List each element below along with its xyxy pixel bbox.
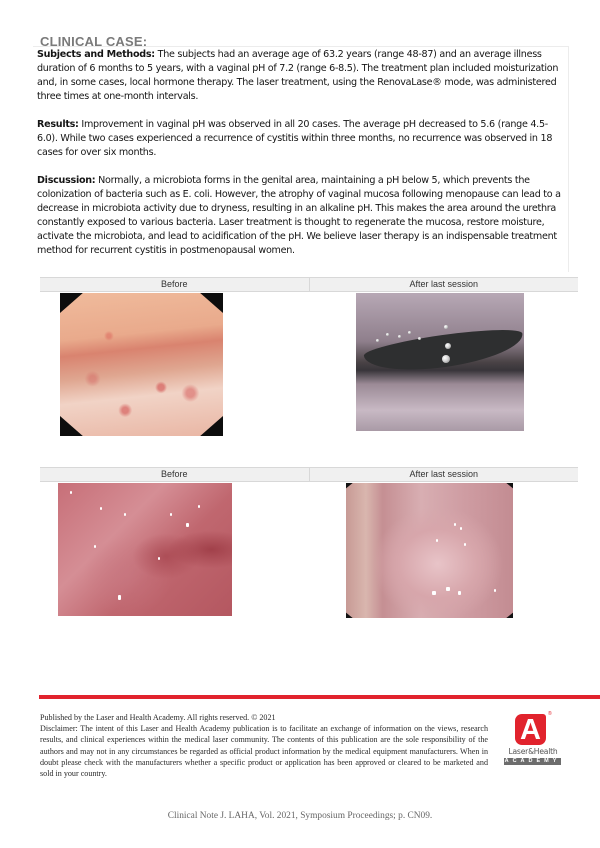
image-table-header xyxy=(40,467,578,482)
image-table-header xyxy=(40,277,578,292)
section-heading: Results: xyxy=(37,119,79,130)
subjects-methods-paragraph xyxy=(37,48,564,104)
disclaimer-text: Disclaimer: The intent of this Laser and Health Academy publication is to facilitate an exchange of information on the views, research results, and clinical experiences within the medical laser community. The contents of this publication are the sole responsibility of the authors and may not in any circumstances be regarded as official product information by the medical equipment manufacturers. When in doubt please check with the manufacturers whether a specific product or application has been approved or cleared to be marketed and sold in your country. xyxy=(40,724,488,779)
citation: Clinical Note J. LAHA, Vol. 2021, Symposium Proceedings; p. CN09. xyxy=(167,811,433,821)
section-heading: Discussion: xyxy=(37,175,96,186)
section-heading: Subjects and Methods: xyxy=(37,49,155,60)
results-paragraph xyxy=(37,118,564,160)
after-photo-2 xyxy=(346,483,513,618)
column-header-before: Before xyxy=(160,279,188,289)
laser-health-academy-logo xyxy=(503,711,563,769)
before-photo-2 xyxy=(58,483,232,616)
image-table-1 xyxy=(40,277,578,292)
logo-mark-icon: A xyxy=(515,714,546,745)
section-body: Improvement in vaginal pH was observed in all 20 cases. The average pH decreased to 5.6 (range 4.5-6.0). While two cases experienced a recurrence of cystitis within three months, no recurrence was observed in 18 cases for over six months. xyxy=(37,119,553,158)
after-photo-1 xyxy=(356,293,524,431)
footer-divider xyxy=(39,695,600,699)
column-header-after: After last session xyxy=(309,278,579,291)
logo-name: Laser&Health xyxy=(508,747,558,756)
column-header-after: After last session xyxy=(309,468,579,481)
logo-academy: ACADEMY xyxy=(504,758,561,764)
section-body: Normally, a microbiota forms in the genital area, maintaining a pH below 5, which prevents the colonization of bacteria such as E. coli. However, the atrophy of vaginal mucosa following menopause can lead to a decrease in microbiota activity due to dryness, resulting in an alkaline pH. This makes the area around the urethra constantly exposed to various bacteria. Laser treatment is thought to regenerate the mucosa, restore moisture, activate the microbiota, and lead to acidification of the pH. We believe laser therapy is an indispensable treatment method for recurrent cystitis in postmenopausal women. xyxy=(37,175,561,256)
clinical-case-text-box xyxy=(33,46,569,272)
image-table-2 xyxy=(40,467,578,482)
discussion-paragraph xyxy=(37,174,564,258)
publisher-notice: Published by the Laser and Health Academy. All rights reserved. © 2021 xyxy=(40,713,276,722)
clinical-case-title: CLINICAL CASE: xyxy=(40,34,148,49)
column-header-before: Before xyxy=(160,469,188,479)
registered-mark: ® xyxy=(548,711,552,717)
section-body: The subjects had an average age of 63.2 years (range 48-87) and an average illness duration of 6 months to 5 years, with a vaginal pH of 7.2 (range 6-8.5). The treatment plan included moisturization and, in some cases, local hormone therapy. The laser treatment, using the RenovaLase® mode, was administered three times at one-month intervals. xyxy=(37,49,559,102)
footer-disclaimer xyxy=(40,712,488,779)
before-photo-1 xyxy=(60,293,223,436)
